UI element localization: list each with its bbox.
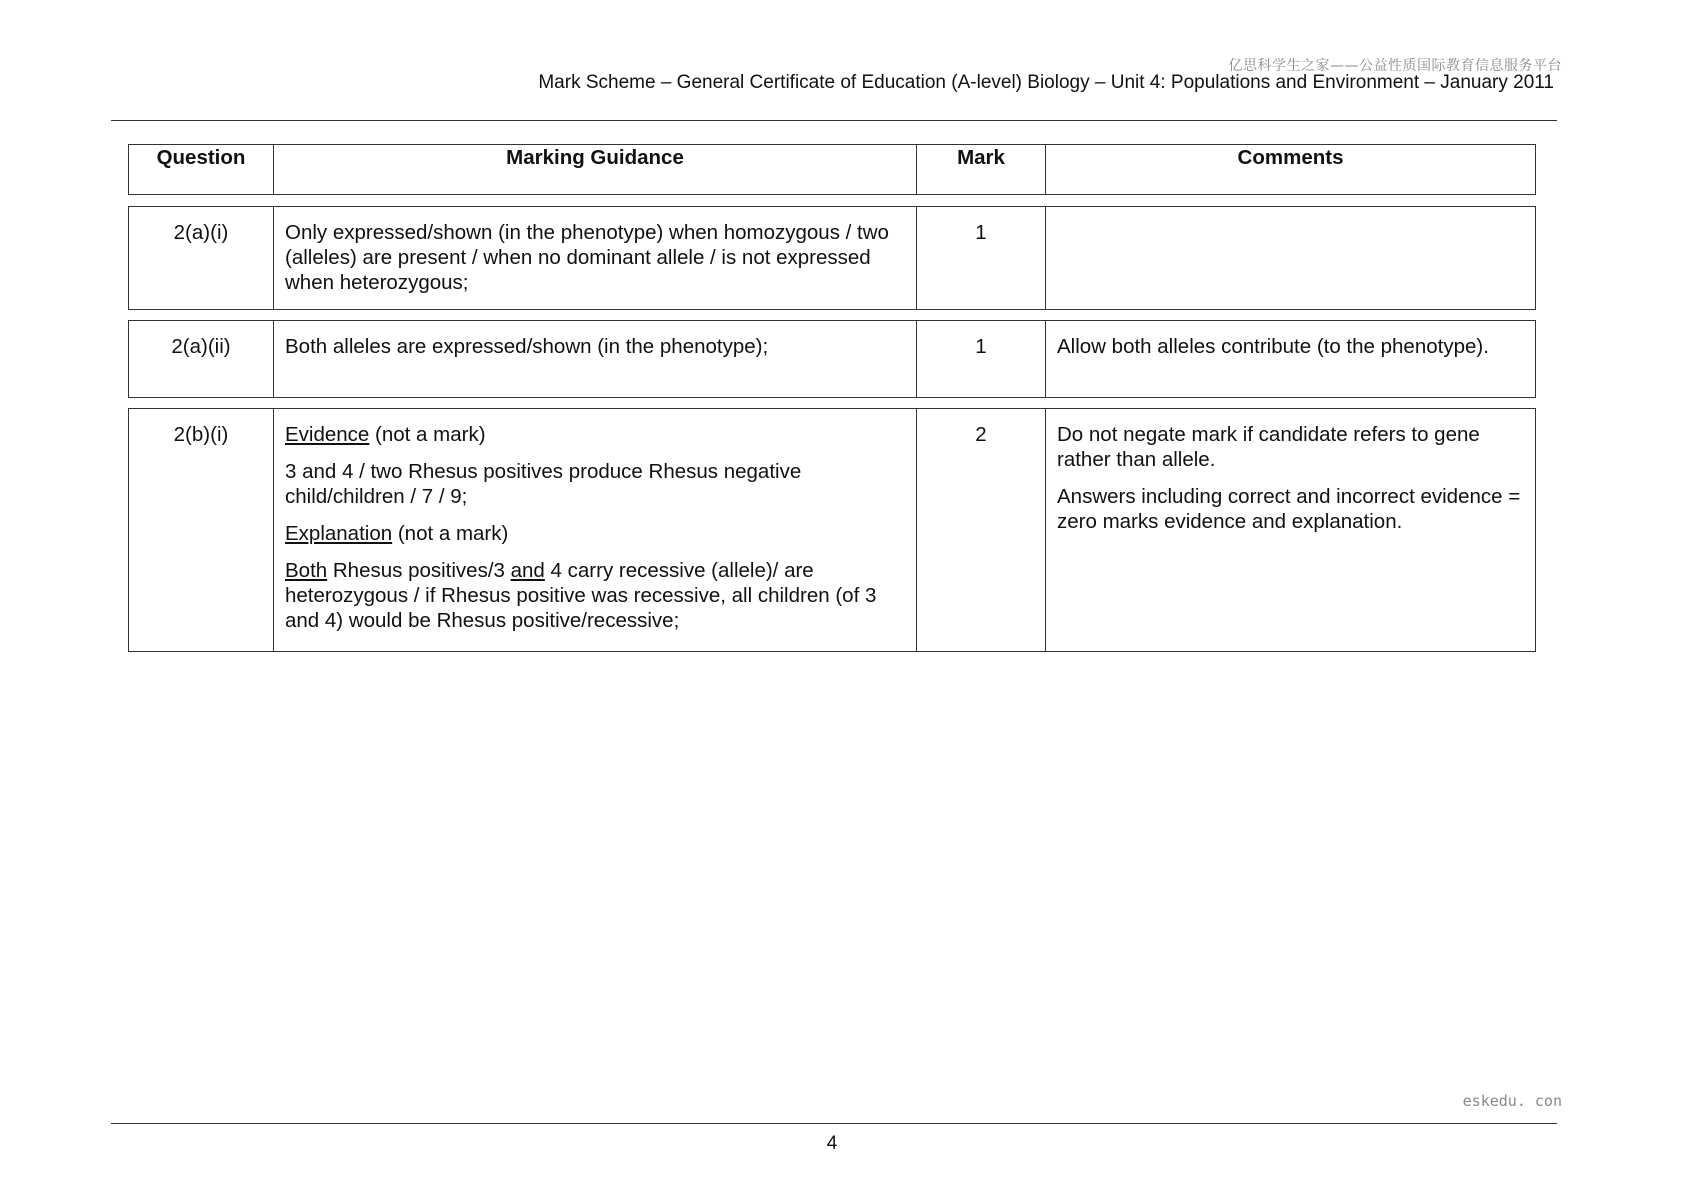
explanation-note: (not a mark) — [392, 522, 509, 545]
question-row-table — [128, 408, 1536, 652]
comments-cell — [1046, 409, 1536, 652]
explanation-both: Both — [285, 559, 328, 582]
marking-guidance — [274, 409, 917, 652]
column-header-mark: Mark — [917, 145, 1046, 195]
comments-cell: Allow both alleles contribute (to the phenotype). — [1046, 321, 1536, 398]
question-number: 2(a)(ii) — [129, 321, 274, 398]
question-row-table — [128, 320, 1536, 398]
evidence-note: (not a mark) — [369, 423, 486, 446]
explanation-and: and — [510, 559, 545, 582]
comment-paragraph: Answers including correct and incorrect evidence = zero marks evidence and explanation. — [1057, 485, 1521, 533]
header-divider — [111, 120, 1557, 121]
marking-guidance: Only expressed/shown (in the phenotype) when homozygous / two (alleles) are present / when no dominant allele / is not expressed when heterozygous; — [274, 207, 917, 310]
explanation-rest: 4 carry recessive (allele)/ are heterozygous / if Rhesus positive was recessive, all children (of 3 and 4) would be Rhesus positive/recessive; — [285, 559, 877, 632]
evidence-heading-line — [285, 422, 906, 447]
comments-cell — [1046, 207, 1536, 310]
marking-guidance: Both alleles are expressed/shown (in the phenotype); — [274, 321, 917, 398]
question-number: 2(a)(i) — [129, 207, 274, 310]
footer-divider — [111, 1123, 1557, 1124]
evidence-text: 3 and 4 / two Rhesus positives produce Rhesus negative child/children / 7 / 9; — [285, 460, 802, 508]
mark-value: 1 — [917, 321, 1046, 398]
explanation-mid: Rhesus positives/3 — [327, 559, 511, 582]
header-watermark: 亿思科学生之家——公益性质国际教育信息服务平台 — [1228, 58, 1562, 74]
mark-value: 2 — [917, 409, 1046, 652]
comment-paragraph: Do not negate mark if candidate refers to gene rather than allele. — [1057, 423, 1480, 471]
page-header-title: Mark Scheme – General Certificate of Education (A-level) Biology – Unit 4: Populations and Environment – January 2011 — [538, 72, 1554, 93]
mark-value: 1 — [917, 207, 1046, 310]
question-row-table — [128, 206, 1536, 310]
column-header-comments: Comments — [1046, 145, 1536, 195]
question-number: 2(b)(i) — [129, 409, 274, 652]
column-header-table — [128, 144, 1536, 195]
column-header-question: Question — [129, 145, 274, 195]
footer-watermark: eskedu. con — [1462, 1092, 1562, 1110]
explanation-heading-line — [285, 521, 906, 546]
explanation-heading: Explanation — [285, 522, 393, 545]
table-row — [129, 321, 1536, 398]
table-row — [129, 207, 1536, 310]
explanation-text — [285, 558, 906, 633]
table-row — [129, 409, 1536, 652]
evidence-heading: Evidence — [285, 423, 370, 446]
column-header-guidance: Marking Guidance — [274, 145, 917, 195]
page-number: 4 — [826, 1133, 838, 1154]
